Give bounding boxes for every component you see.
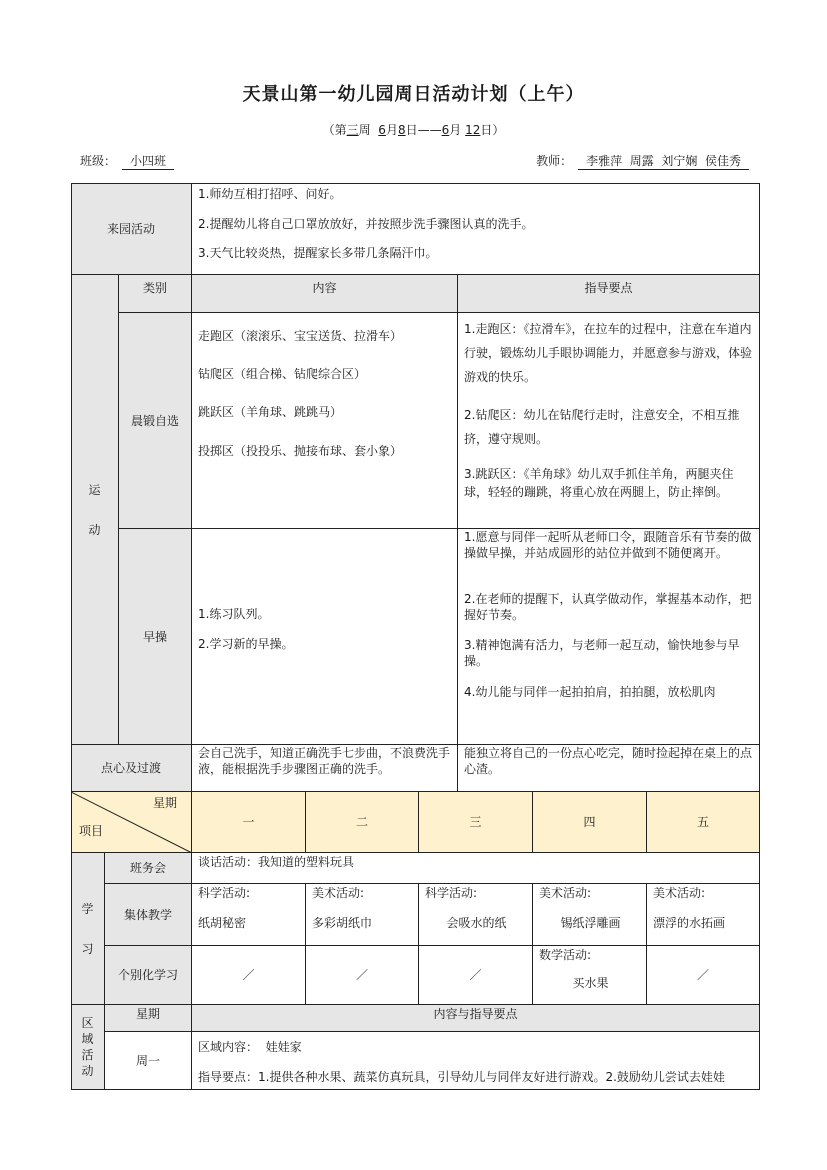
day-header-fri: 五 (647, 792, 760, 853)
morning-choice-content (192, 313, 458, 529)
schedule-corner (71, 792, 192, 853)
area-monday-content (192, 1032, 760, 1090)
arrival-label: 来园活动 (71, 183, 192, 275)
group-teaching-mon: 科学活动: 纸胡秘密 (192, 884, 306, 946)
snack-label: 点心及过渡 (71, 745, 192, 792)
list-item: 1.师幼互相打招呼、问好。 (198, 187, 342, 201)
day-header-mon: 一 (192, 792, 306, 853)
morning-exercise-label: 早操 (119, 529, 192, 745)
day-header-wed: 三 (419, 792, 533, 853)
list-item: 3.精神饱满有活力，与老师一起互动，愉快地参与早操。 (464, 638, 740, 668)
page-title: 天景山第一幼儿园周日活动计划（上午） (242, 84, 585, 105)
individual-learning-mon: ／ (192, 946, 306, 1005)
area-content-header: 内容与指导要点 (192, 1005, 760, 1032)
morning-choice-label: 晨锻自选 (119, 313, 192, 529)
class-info (80, 152, 174, 170)
class-meeting-label: 班务会 (105, 853, 192, 884)
group-teaching-tue: 美术活动: 多彩胡纸巾 (306, 884, 419, 946)
day-header-tue: 二 (306, 792, 419, 853)
morning-choice-guidance (458, 313, 760, 529)
col-content-header: 内容 (192, 275, 458, 313)
day-header-thu: 四 (533, 792, 647, 853)
list-item: 2.在老师的提醒下，认真学做动作，掌握基本动作，把握好节奏。 (464, 592, 752, 622)
individual-learning-label: 个别化学习 (105, 946, 192, 1005)
area-content-value: 娃娃家 (265, 1040, 302, 1054)
area-section-label: 区 域 活 动 (71, 1005, 105, 1090)
group-teaching-thu: 美术活动: 锡纸浮雕画 (533, 884, 647, 946)
list-item: 4.幼儿能与同伴一起拍拍肩，拍拍腿，放松肌肉 (464, 685, 716, 699)
list-item: 走跑区（滚滚乐、宝宝送货、拉滑车） (198, 329, 403, 343)
corner-item-label: 项目 (79, 824, 104, 838)
col-guidance-header: 指导要点 (458, 275, 760, 313)
morning-exercise-guidance (458, 529, 760, 745)
corner-week-label: 星期 (152, 796, 177, 810)
area-content-label: 区域内容： (198, 1040, 259, 1054)
individual-learning-wed: ／ (419, 946, 533, 1005)
week-date-range: （第三周 6月8日——6月 12日） (322, 123, 505, 137)
list-item: 跳跃区（羊角球、跳跳马） (198, 405, 343, 419)
class-value: 小四班 (122, 152, 174, 170)
snack-content: 会自己洗手，知道正确洗手七步曲，不浪费洗手液，能根据洗手步骤图正确的洗手。 (192, 745, 458, 792)
group-teaching-fri: 美术活动: 漂浮的水拓画 (647, 884, 760, 946)
area-monday-label: 周一 (105, 1032, 192, 1090)
individual-learning-tue: ／ (306, 946, 419, 1005)
group-teaching-wed: 科学活动: 会吸水的纸 (419, 884, 533, 946)
list-item: 2.学习新的早操。 (198, 637, 294, 651)
list-item: 投掷区（投投乐、抛接布球、套小象） (198, 444, 403, 458)
sports-section-label: 运 动 (71, 275, 119, 745)
list-item: 钻爬区（组合梯、钻爬综合区） (198, 367, 367, 381)
snack-guidance: 能独立将自己的一份点心吃完，随时捡起掉在桌上的点心渣。 (458, 745, 760, 792)
area-guidance: 指导要点：1.提供各种水果、蔬菜仿真玩具，引导幼儿与同伴友好进行游戏。2.鼓励幼儿尝试去娃娃 (198, 1070, 725, 1084)
class-label: 班级： (80, 154, 117, 168)
teacher-value: 李雅萍 周露 刘宁娴 侯佳秀 (578, 152, 749, 170)
arrival-content (192, 183, 760, 275)
col-category-header: 类别 (119, 275, 192, 313)
list-item: 1.愿意与同伴一起听从老师口令，跟随音乐有节奏的做操做早操，并站成圆形的站位并做到不随便离开。 (464, 530, 752, 560)
class-meeting-content: 谈话活动：我知道的塑料玩具 (192, 853, 760, 884)
list-item: 3.跳跃区：《羊角球》幼儿双手抓住羊角，两腿夹住球，轻轻的蹦跳，将重心放在两腿上，防止摔倒。 (464, 467, 734, 499)
individual-learning-thu: 数学活动: 买水果 (533, 946, 647, 1005)
list-item: 1.练习队列。 (198, 607, 270, 621)
individual-learning-fri: ／ (647, 946, 760, 1005)
list-item: 2.提醒幼儿将自己口罩放放好，并按照步洗手骤图认真的洗手。 (198, 217, 534, 231)
list-item: 2.钻爬区：幼儿在钻爬行走时，注意安全，不相互推挤，遵守规则。 (464, 408, 740, 446)
morning-exercise-content (192, 529, 458, 745)
teacher-info (536, 152, 749, 170)
list-item: 1.走跑区：《拉滑车》，在拉车的过程中，注意在车道内行驶，锻炼幼儿手眼协调能力，并愿意参与游戏，体验游戏的快乐。 (464, 322, 753, 384)
list-item: 3.天气比较炎热，提醒家长多带几条隔汗巾。 (198, 246, 438, 260)
area-week-header: 星期 (105, 1005, 192, 1032)
group-teaching-label: 集体教学 (105, 884, 192, 946)
learning-section-label: 学 习 (71, 853, 105, 1005)
teacher-label: 教师： (536, 154, 573, 168)
